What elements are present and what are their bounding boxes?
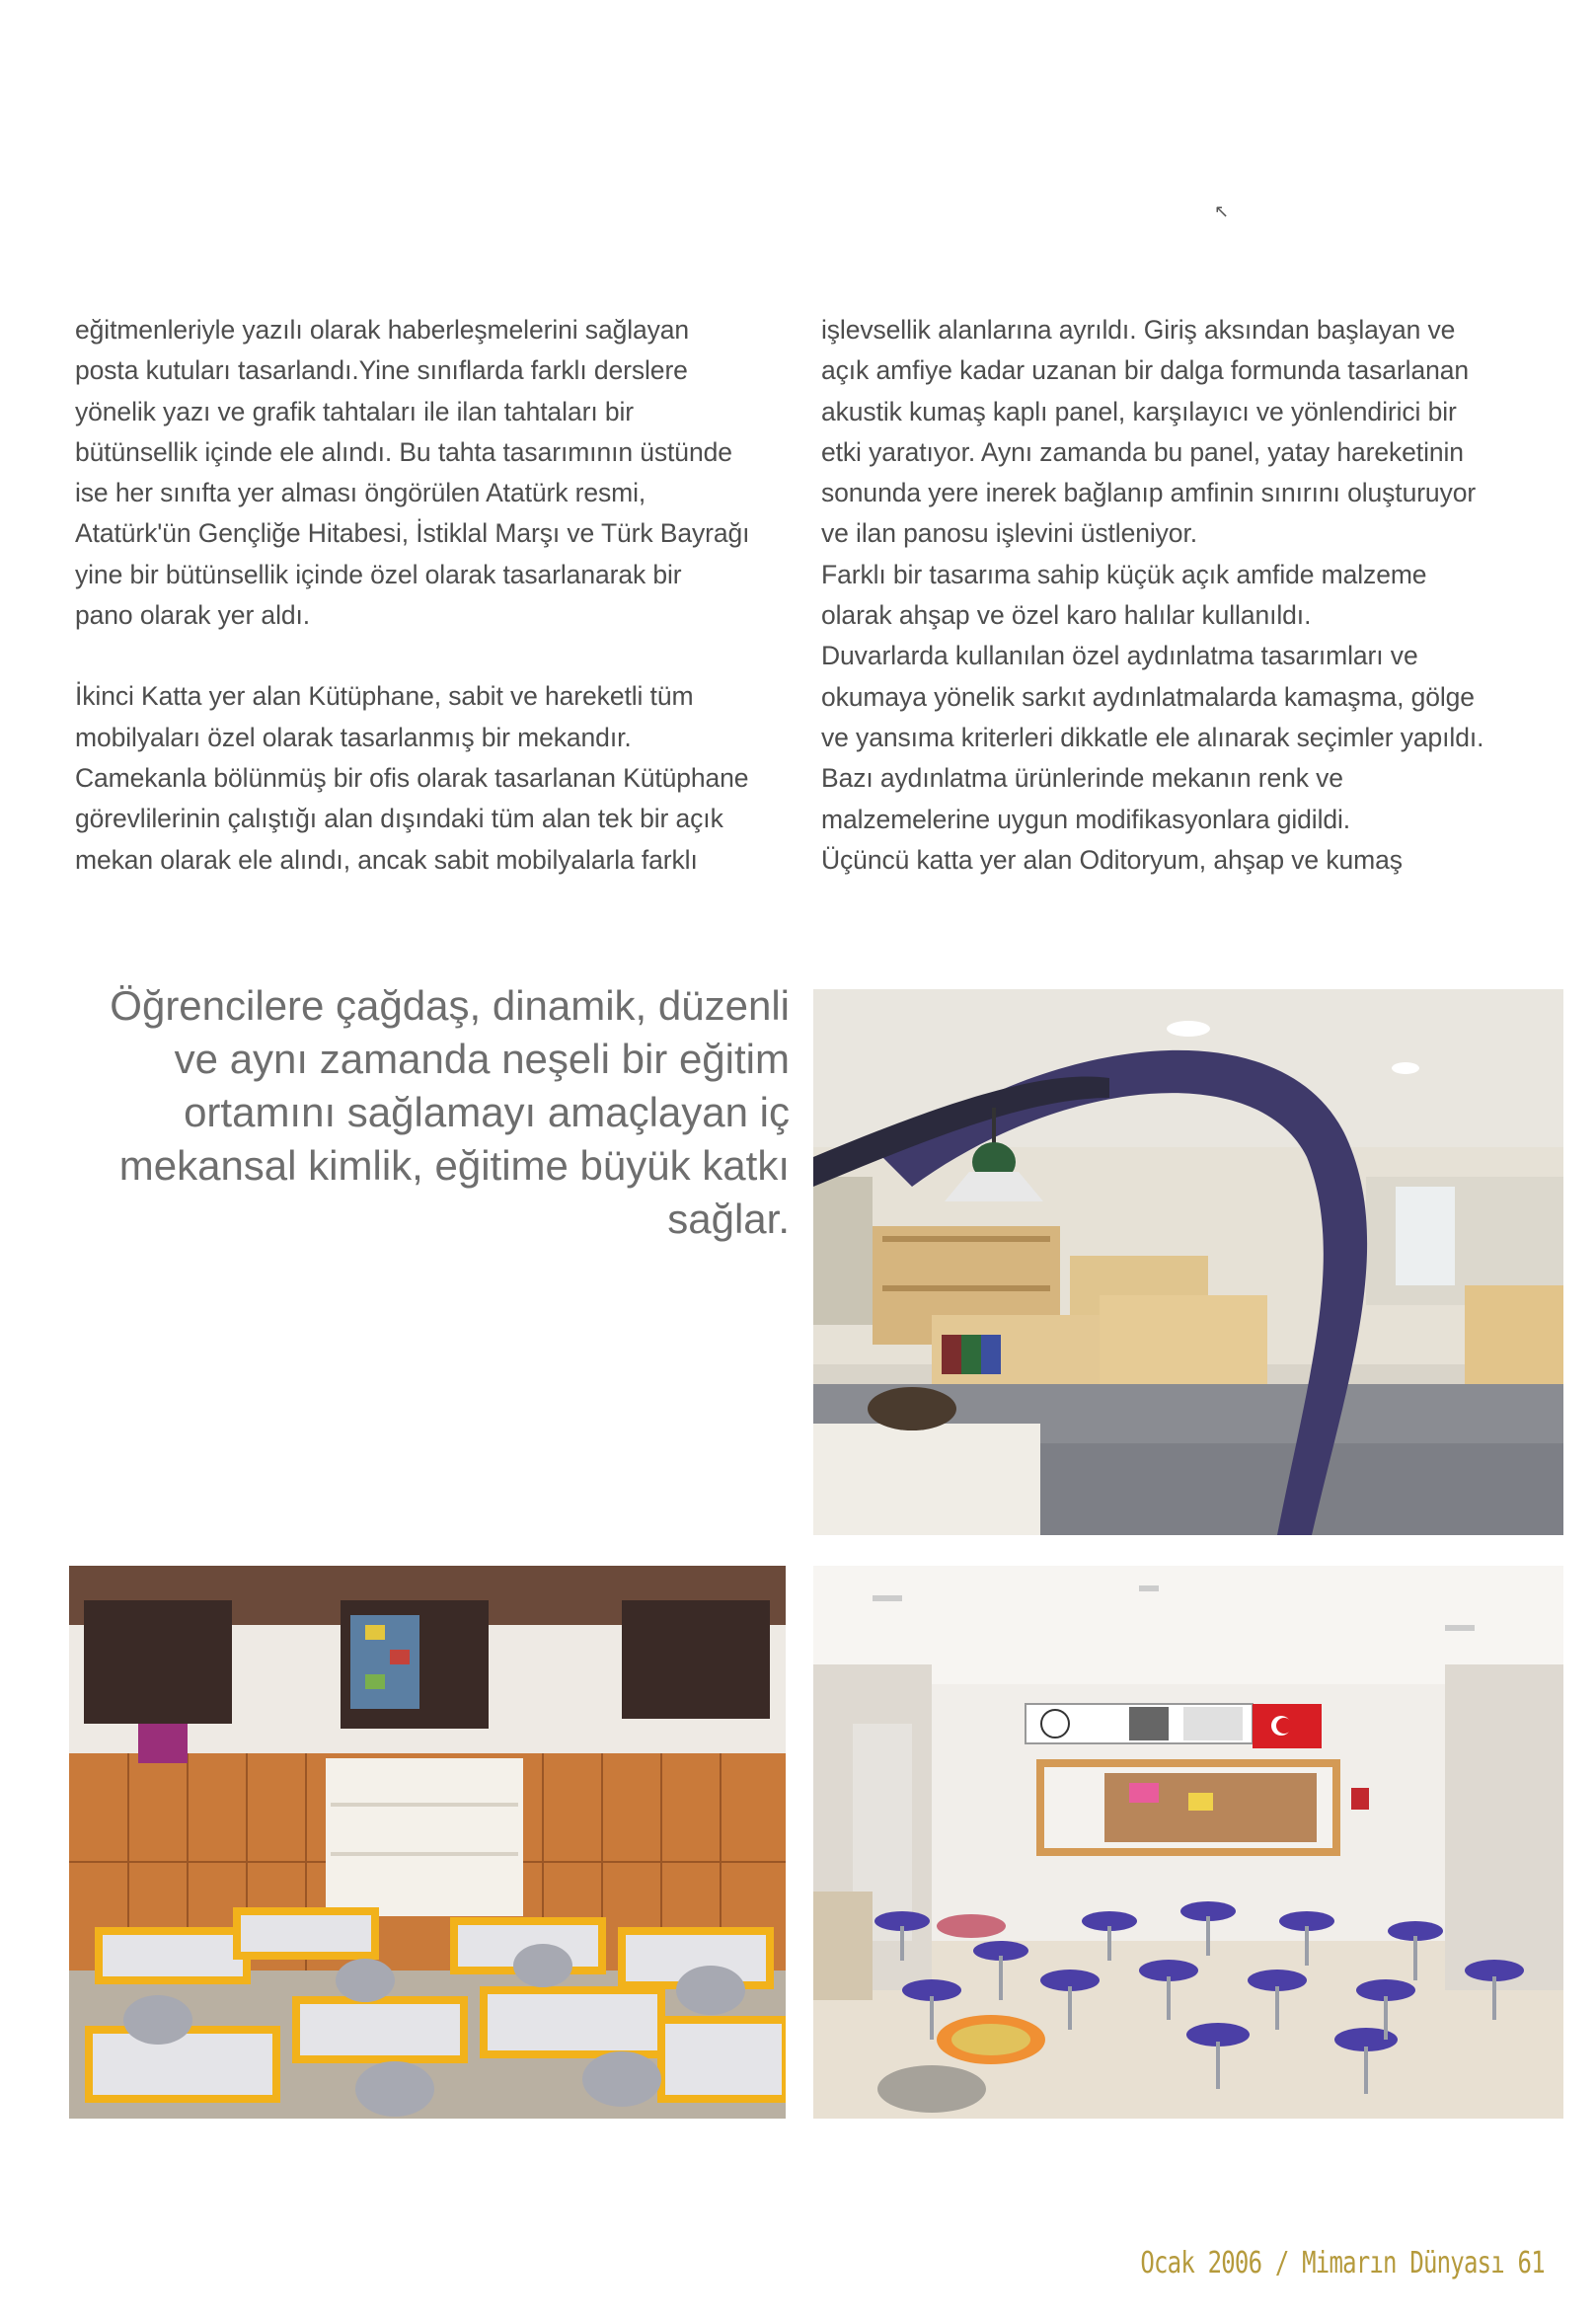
- article-line: pano olarak yer aldı.: [75, 600, 311, 631]
- activity-room-photo: [813, 1566, 1563, 2119]
- article-line: yine bir bütünsellik içinde özel olarak tasarlanarak bir: [75, 559, 682, 589]
- article-line: Camekanla bölünmüş bir ofis olarak tasarlanan Kütüphane: [75, 762, 749, 793]
- article-line: akustik kumaş kaplı panel, karşılayıcı ve yönlendirici bir: [821, 396, 1457, 426]
- article-column-right: [821, 310, 1547, 881]
- article-line: mobilyaları özel olarak tasarlanmış bir mekandır.: [75, 722, 632, 752]
- article-line: olarak ahşap ve özel karo halılar kullanıldı.: [821, 600, 1312, 631]
- article-line: bütünsellik içinde ele alındı. Bu tahta tasarımının üstünde: [75, 436, 732, 467]
- article-line: işlevsellik alanlarına ayrıldı. Giriş aksından başlayan ve: [821, 315, 1456, 345]
- article-line: etki yaratıyor. Aynı zamanda bu panel, yatay hareketinin: [821, 436, 1464, 467]
- article-line: Farklı bir tasarıma sahip küçük açık amfide malzeme: [821, 559, 1427, 589]
- article-line: sonunda yere inerek bağlanıp amfinin sınırını oluşturuyor: [821, 478, 1477, 508]
- article-line: okumaya yönelik sarkıt aydınlatmalarda kamaşma, gölge: [821, 681, 1475, 712]
- article-line: Atatürk'ün Gençliğe Hitabesi, İstiklal Marşı ve Türk Bayrağı: [75, 518, 750, 549]
- article-line: yönelik yazı ve grafik tahtaları ile ilan tahtaları bir: [75, 396, 634, 426]
- page-folio: Ocak 2006 / Mimarın Dünyası 61: [1140, 2246, 1545, 2280]
- article-line: malzemelerine uygun modifikasyonlara gidildi.: [821, 804, 1351, 834]
- article-line: Bazı aydınlatma ürünlerinde mekanın renk ve: [821, 763, 1343, 794]
- article-line: posta kutuları tasarlandı.Yine sınıflarda farklı derslere: [75, 355, 688, 386]
- article-line: açık amfiye kadar uzanan bir dalga formunda tasarlanan: [821, 355, 1470, 386]
- article-line: ve yansıma kriterleri dikkatle ele alınarak seçimler yapıldı.: [821, 722, 1484, 752]
- article-line: İkinci Katta yer alan Kütüphane, sabit ve hareketli tüm: [75, 681, 694, 712]
- article-line: Duvarlarda kullanılan özel aydınlatma tasarımları ve: [821, 641, 1418, 671]
- classroom-photo: [69, 1566, 786, 2119]
- article-line: Üçüncü katta yer alan Oditoryum, ahşap ve kumaş: [821, 844, 1403, 875]
- article-line: ve ilan panosu işlevini üstleniyor.: [821, 518, 1197, 549]
- article-line: eğitmenleriyle yazılı olarak haberleşmelerini sağlayan: [75, 315, 690, 345]
- article-line: mekan olarak ele alındı, ancak sabit mobilyalarla farklı: [75, 844, 698, 875]
- article-column-left: [75, 310, 800, 881]
- pull-quote: Öğrencilere çağdaş, dinamik, düzenli ve aynı zamanda neşeli bir eğitim ortamını sağlamayı amaçlayan iç mekansal kimlik, eğitime büyük katkı sağlar.: [110, 982, 790, 1242]
- article-line: ise her sınıfta yer alması öngörülen Atatürk resmi,: [75, 478, 646, 508]
- scan-mark: ↖: [1214, 201, 1230, 221]
- library-photo: [813, 989, 1563, 1535]
- article-line: görevlilerinin çalıştığı alan dışındaki tüm alan tek bir açık: [75, 804, 723, 834]
